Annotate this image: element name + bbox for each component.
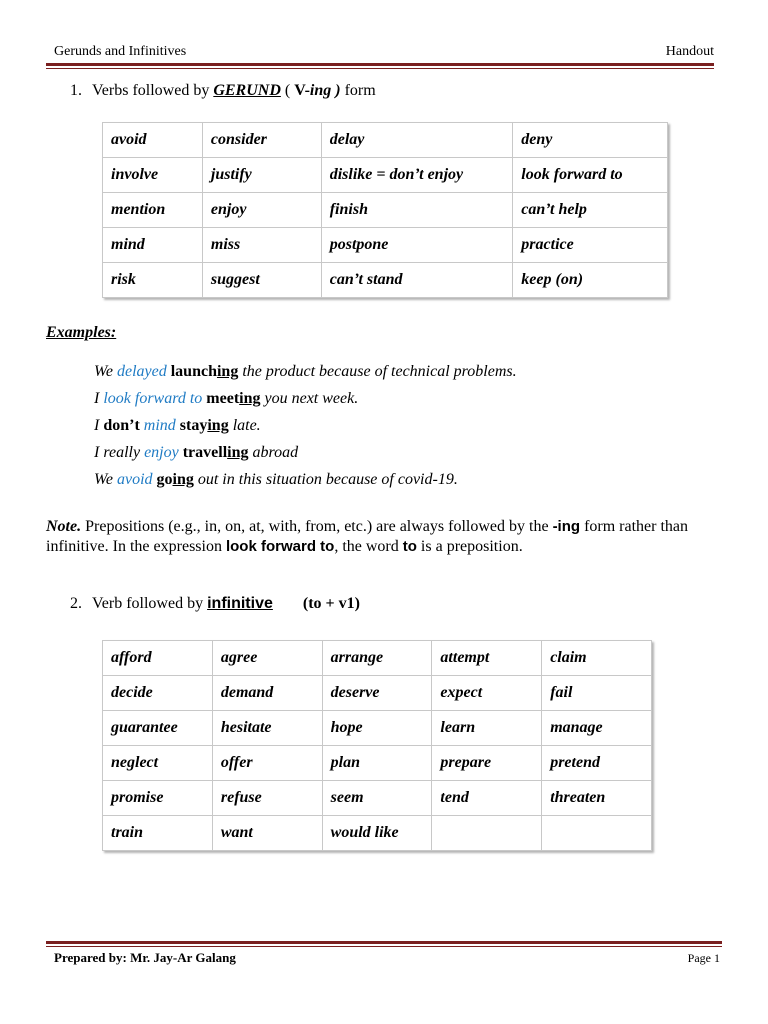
table-row — [103, 676, 652, 711]
table-cell: afford — [103, 641, 213, 676]
table-cell: miss — [202, 228, 321, 263]
table-row — [103, 641, 652, 676]
table-cell: threaten — [542, 781, 652, 816]
note-to: to — [402, 538, 417, 555]
example-verb: enjoy — [144, 444, 179, 461]
table-row — [103, 711, 652, 746]
table-cell: postpone — [321, 228, 513, 263]
table-cell: mention — [103, 193, 203, 228]
section-2-number: 2. — [70, 595, 82, 612]
table-cell — [432, 816, 542, 851]
table-cell: train — [103, 816, 213, 851]
table-cell: look forward to — [513, 158, 668, 193]
example-text: We — [94, 363, 117, 380]
note-text: , the word — [334, 538, 403, 555]
example-text: I — [94, 417, 104, 434]
section-1-pre: Verbs followed by — [92, 82, 214, 99]
table-cell: arrange — [322, 641, 432, 676]
table-cell: can’t help — [513, 193, 668, 228]
table-row — [103, 158, 668, 193]
example-5 — [94, 471, 458, 489]
section-1-v: V- — [294, 82, 310, 99]
gerund-verbs-table — [102, 122, 668, 298]
section-1-keyword: GERUND — [213, 82, 281, 99]
table-cell — [542, 816, 652, 851]
example-gerund: travelling — [182, 444, 249, 461]
section-1-paren: ( — [280, 82, 295, 99]
table-cell: involve — [103, 158, 203, 193]
header-rule-thin — [46, 68, 714, 69]
table-cell: practice — [513, 228, 668, 263]
section-1-post: form — [340, 82, 376, 99]
table-cell: mind — [103, 228, 203, 263]
table-cell: can’t stand — [321, 263, 513, 298]
page-header — [46, 42, 714, 62]
table-cell: enjoy — [202, 193, 321, 228]
section-1-heading — [70, 82, 376, 100]
table-row — [103, 123, 668, 158]
infinitive-verbs-table — [102, 640, 652, 851]
section-1-ing: ing ) — [309, 82, 341, 99]
section-2-keyword: infinitive — [207, 595, 273, 612]
table-cell: neglect — [103, 746, 213, 781]
header-title: Gerunds and Infinitives — [54, 44, 187, 59]
table-row — [103, 816, 652, 851]
table-cell: seem — [322, 781, 432, 816]
section-2-formula: (to + v1) — [302, 595, 360, 612]
example-4 — [94, 444, 298, 462]
table-cell: offer — [212, 746, 322, 781]
footer-rule-thin — [46, 946, 722, 947]
table-cell: demand — [212, 676, 322, 711]
table-cell: pretend — [542, 746, 652, 781]
example-gerund: meeting — [206, 390, 261, 407]
example-3 — [94, 417, 261, 435]
example-text: I really — [94, 444, 145, 461]
table-cell: agree — [212, 641, 322, 676]
example-1 — [94, 363, 517, 381]
example-gerund: launching — [170, 363, 239, 380]
table-cell: fail — [542, 676, 652, 711]
note-phrase: look forward to — [225, 538, 335, 555]
note-text: is a preposition. — [416, 538, 523, 555]
table-cell: hesitate — [212, 711, 322, 746]
example-text: out in this situation because of covid-19. — [193, 471, 458, 488]
table-cell: learn — [432, 711, 542, 746]
table-row — [103, 781, 652, 816]
table-cell: delay — [321, 123, 513, 158]
example-text: late. — [228, 417, 261, 434]
examples-title: Examples: — [46, 324, 117, 341]
example-text: abroad — [248, 444, 299, 461]
example-verb: avoid — [116, 471, 153, 488]
table-cell: plan — [322, 746, 432, 781]
header-label: Handout — [665, 44, 714, 59]
section-1-number: 1. — [70, 82, 82, 99]
table-cell: guarantee — [103, 711, 213, 746]
table-cell: finish — [321, 193, 513, 228]
table-cell: decide — [103, 676, 213, 711]
example-gerund: staying — [179, 417, 229, 434]
table-row — [103, 193, 668, 228]
example-text: you next week. — [260, 390, 359, 407]
table-row — [103, 263, 668, 298]
example-text: We — [94, 471, 117, 488]
footer-author: Prepared by: Mr. Jay-Ar Galang — [54, 950, 236, 965]
table-cell: tend — [432, 781, 542, 816]
table-cell: avoid — [103, 123, 203, 158]
table-cell: refuse — [212, 781, 322, 816]
table-cell: consider — [202, 123, 321, 158]
example-text: I — [94, 390, 104, 407]
note-text: form rather than infinitive. In the expression — [46, 518, 689, 555]
table-cell: deserve — [322, 676, 432, 711]
example-2 — [94, 390, 358, 408]
note-text: Prepositions (e.g., in, on, at, with, from, etc.) are always followed by the — [81, 518, 553, 535]
table-cell: would like — [322, 816, 432, 851]
example-text: the product because of technical problems. — [238, 363, 517, 380]
table-cell: keep (on) — [513, 263, 668, 298]
example-verb: delayed — [116, 363, 167, 380]
page-number: Page 1 — [687, 951, 720, 965]
header-rule — [46, 63, 714, 66]
footer-rule — [46, 941, 722, 944]
section-2-pre: Verb followed by — [92, 595, 208, 612]
table-cell: prepare — [432, 746, 542, 781]
table-cell: dislike = don’t enjoy — [321, 158, 513, 193]
example-verb: look forward to — [103, 390, 203, 407]
table-cell: expect — [432, 676, 542, 711]
table-cell: claim — [542, 641, 652, 676]
section-2-heading — [70, 595, 360, 613]
table-cell: want — [212, 816, 322, 851]
table-cell: attempt — [432, 641, 542, 676]
table-cell: manage — [542, 711, 652, 746]
example-gerund: going — [156, 471, 194, 488]
example-verb: mind — [143, 417, 176, 434]
note-paragraph — [46, 517, 726, 557]
note-label: Note. — [46, 518, 82, 535]
table-row — [103, 228, 668, 263]
table-row — [103, 746, 652, 781]
table-cell: promise — [103, 781, 213, 816]
table-cell: deny — [513, 123, 668, 158]
table-cell: suggest — [202, 263, 321, 298]
table-cell: risk — [103, 263, 203, 298]
note-ing: -ing — [552, 518, 581, 535]
table-cell: justify — [202, 158, 321, 193]
example-negation: don’t — [103, 417, 140, 434]
table-cell: hope — [322, 711, 432, 746]
